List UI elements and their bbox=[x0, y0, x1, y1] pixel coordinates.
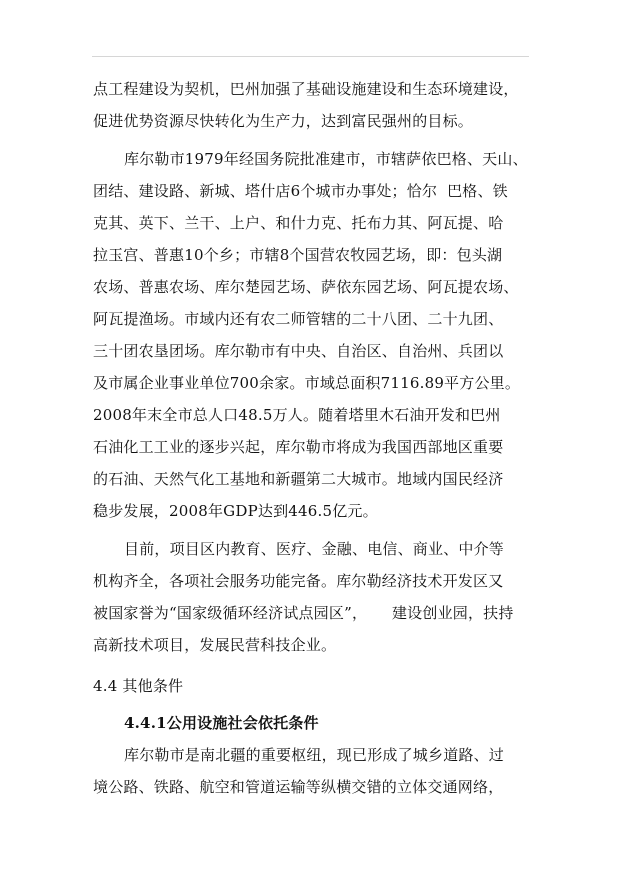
paragraph-line: 克其、英下、兰干、上户、和什力克、托布力其、阿瓦提、哈 bbox=[93, 214, 504, 232]
paragraph-line: 高新技术项目，发展民营科技企业。 bbox=[93, 636, 337, 654]
paragraph-line: 阿瓦提渔场。市域内还有农二师管辖的二十八团、二十九团、 bbox=[93, 310, 504, 328]
paragraph-line: 石油化工工业的逐步兴起，库尔勒市将成为我国西部地区重要 bbox=[93, 438, 504, 456]
paragraph-line: 及市属企业事业单位700余家。市域总面积7116.89平方公里。 bbox=[93, 374, 521, 392]
subsection-heading: 4.4.1公用设施社会依托条件 bbox=[124, 714, 319, 732]
paragraph-line: 稳步发展，2008年GDP达到446.5亿元。 bbox=[93, 502, 378, 520]
paragraph-line: 目前，项目区内教育、医疗、金融、电信、商业、中介等 bbox=[124, 540, 505, 558]
paragraph-line: 2008年末全市总人口48.5万人。随着塔里木石油开发和巴州 bbox=[93, 406, 501, 424]
paragraph-line: 拉玉宫、普惠10个乡；市辖8个国营农牧园艺场，即：包头湖 bbox=[93, 246, 503, 264]
section-heading: 4.4 其他条件 bbox=[93, 677, 184, 695]
paragraph-line: 的石油、天然气化工基地和新疆第二大城市。地域内国民经济 bbox=[93, 470, 504, 488]
header-rule bbox=[92, 56, 529, 57]
paragraph-line: 被国家誉为“国家级循环经济试点园区”， 建设创业园，扶持 bbox=[93, 604, 514, 622]
paragraph-line: 库尔勒市1979年经国务院批准建市，市辖萨依巴格、天山、 bbox=[124, 150, 528, 168]
paragraph-line: 机构齐全，各项社会服务功能完备。库尔勒经济技术开发区又 bbox=[93, 572, 504, 590]
paragraph-line: 境公路、铁路、航空和管道运输等纵横交错的立体交通网络， bbox=[93, 778, 504, 796]
paragraph-line: 三十团农垦团场。库尔勒市有中央、自治区、自治州、兵团以 bbox=[93, 342, 504, 360]
paragraph-line: 促进优势资源尽快转化为生产力，达到富民强州的目标。 bbox=[93, 112, 474, 130]
paragraph-line: 团结、建设路、新城、塔什店6个城市办事处；恰尔 巴格、铁 bbox=[93, 182, 508, 200]
paragraph-line: 点工程建设为契机，巴州加强了基础设施建设和生态环境建设， bbox=[93, 80, 519, 98]
paragraph-line: 库尔勒市是南北疆的重要枢纽，现已形成了城乡道路、过 bbox=[124, 746, 505, 764]
paragraph-line: 农场、普惠农场、库尔楚园艺场、萨依东园艺场、阿瓦提农场、 bbox=[93, 278, 519, 296]
